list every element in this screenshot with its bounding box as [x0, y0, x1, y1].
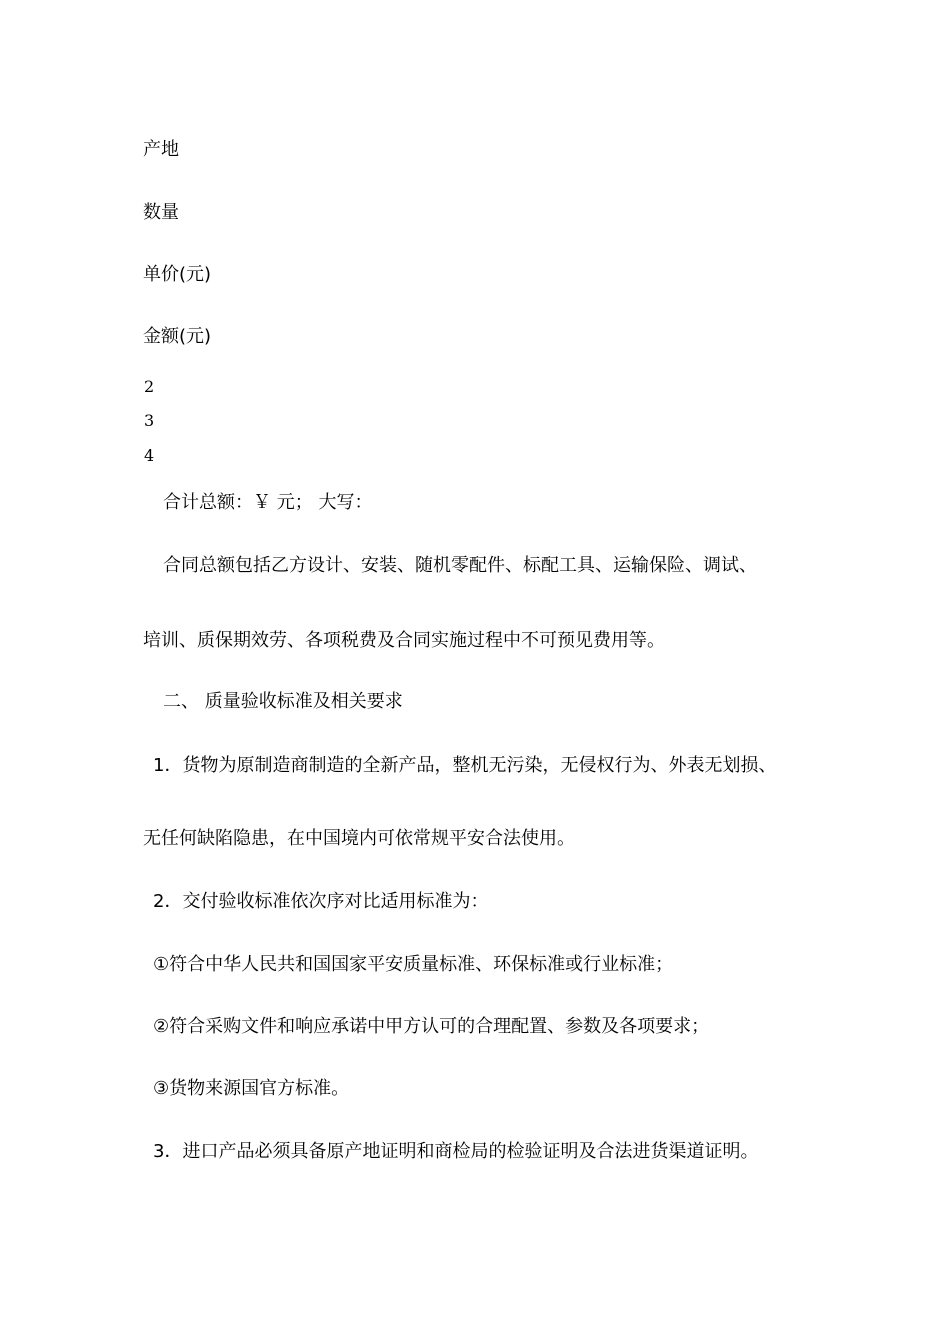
total-amount-line: 合计总额：￥ 元； 大写：: [163, 492, 373, 513]
standard-1: ①符合中华人民共和国国家平安质量标准、环保标准或行业标准；: [153, 954, 674, 975]
item-2: 2．交付验收标准依次序对比适用标准为：: [153, 891, 489, 912]
standard-3: ③货物来源国官方标准。: [153, 1078, 350, 1099]
row-number: 2: [144, 377, 155, 396]
header-unit-price: 单价(元): [143, 264, 212, 285]
standard-2: ②符合采购文件和响应承诺中甲方认可的合理配置、参数及各项要求；: [153, 1016, 710, 1037]
section-title: 二、 质量验收标准及相关要求: [163, 691, 403, 712]
row-number: 4: [144, 446, 155, 465]
item-1-line-2: 无任何缺陷隐患，在中国境内可依常规平安合法使用。: [143, 828, 575, 849]
item-3: 3．进口产品必须具备原产地证明和商检局的检验证明及合法进货渠道证明。: [153, 1141, 759, 1162]
header-quantity: 数量: [143, 202, 179, 223]
item-1-line-1: 1．货物为原制造商制造的全新产品，整机无污染，无侵权行为、外表无划损、: [153, 755, 777, 776]
header-amount: 金额(元): [143, 326, 212, 347]
total-includes-line-2: 培训、质保期效劳、各项税费及合同实施过程中不可预见费用等。: [143, 630, 665, 651]
header-origin: 产地: [143, 139, 179, 160]
row-number: 3: [144, 411, 155, 430]
total-includes-line-1: 合同总额包括乙方设计、安装、随机零配件、标配工具、运输保险、调试、: [163, 555, 757, 576]
